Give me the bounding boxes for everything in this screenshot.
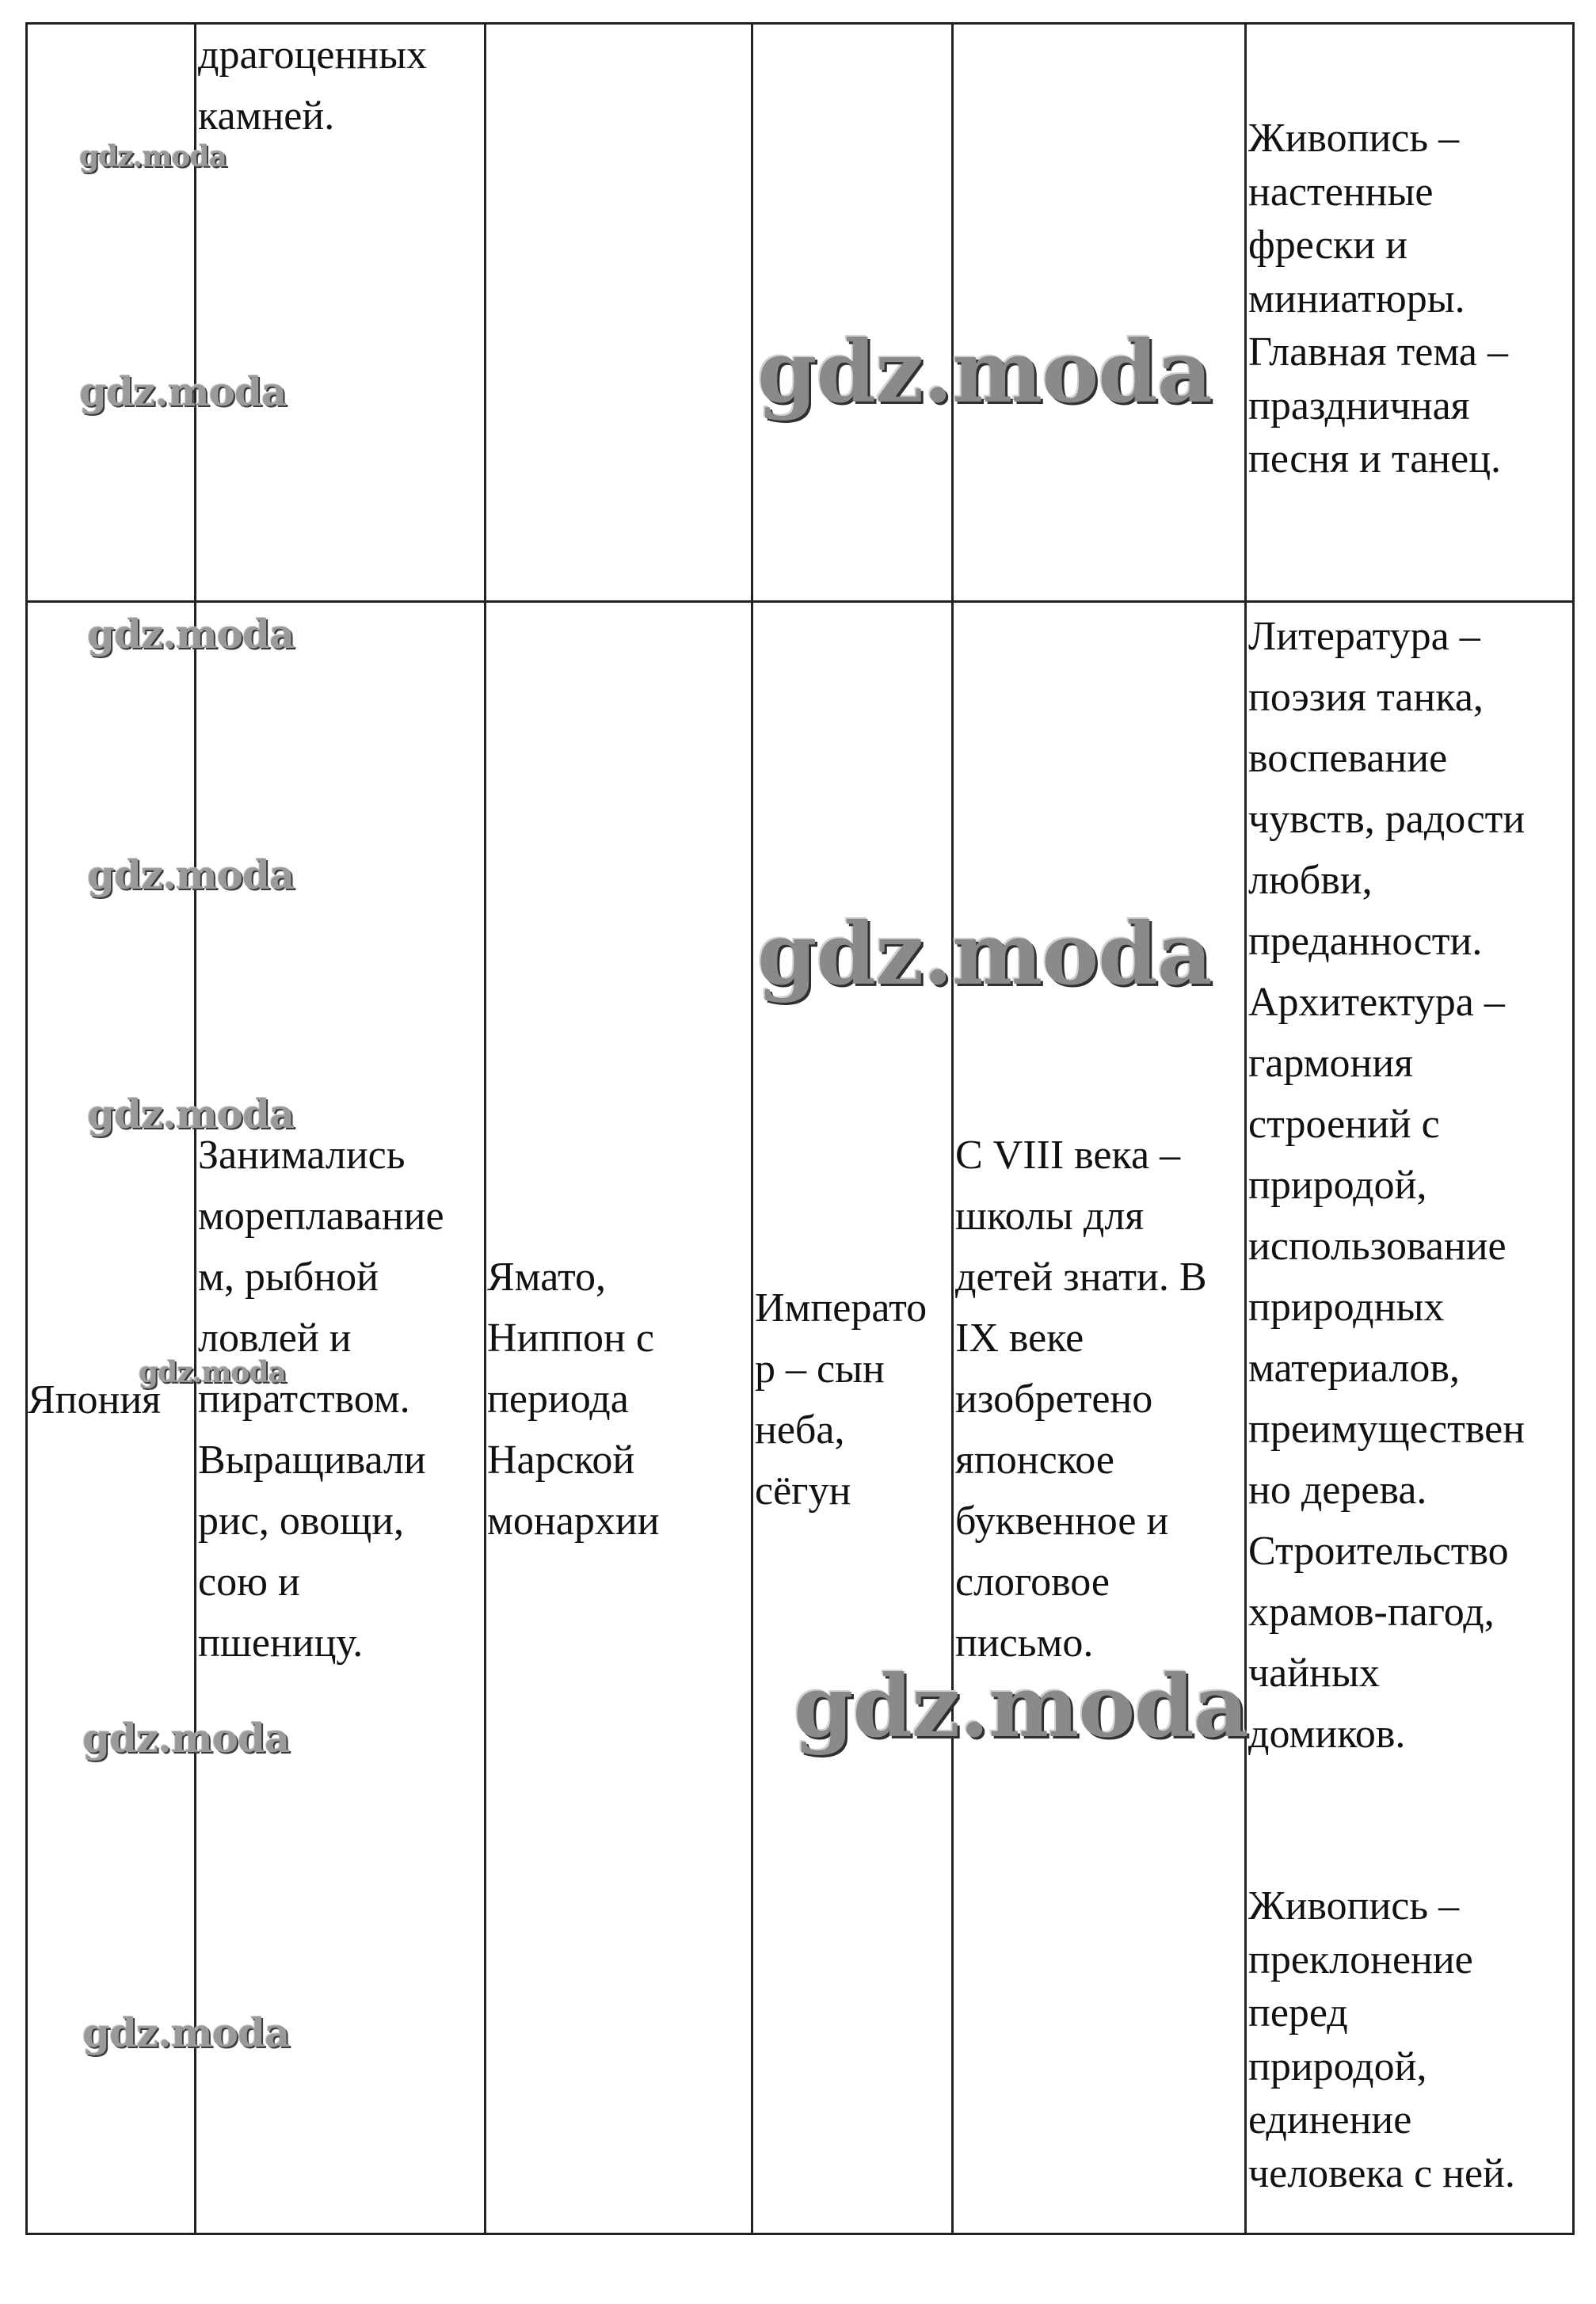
watermark-text: gdz.moda	[87, 611, 295, 657]
column-divider-2	[484, 22, 486, 2235]
row2-education-cell: С VIII века – школы для детей знати. В IX веке изобретено японское буквенное и слоговое письмо.	[955, 1133, 1207, 1666]
watermark-text: gdz.moda	[79, 140, 227, 173]
row2-name-cell: Ямато, Ниппон с периода Нарской монархии	[487, 1255, 660, 1544]
watermark-text: gdz.moda	[757, 904, 1212, 1004]
table-border-right	[1572, 22, 1575, 2235]
table-border-left	[25, 22, 28, 2235]
row2-economy-cell: Занимались мореплавание м, рыбной ловлей и пиратством. Выращивали рис, овощи, сою и пшеницу.	[198, 1133, 444, 1666]
row2-culture-top-cell: Литература – поэзия танка, воспевание чувств, радости любви, преданности. Архитектура – гармония строений с природой, использование природных материалов, преимуществен но дерева. Строительство храмов-пагод, чайных домиков.	[1248, 614, 1526, 1757]
watermark-text: gdz.moda	[79, 368, 287, 415]
row2-culture-bottom-cell: Живопись – преклонение перед природой, единение человека с ней.	[1248, 1883, 1515, 2196]
row1-culture-cell: Живопись – настенные фрески и миниатюры. Главная тема – праздничная песня и танец.	[1248, 116, 1508, 482]
watermark-text: gdz.moda	[82, 2009, 290, 2056]
row2-power-cell: Императо р – сын неба, сёгун	[755, 1285, 928, 1514]
column-divider-3	[751, 22, 753, 2235]
watermark-text: gdz.moda	[87, 851, 295, 898]
row-divider	[25, 600, 1575, 603]
watermark-text: gdz.moda	[794, 1657, 1248, 1757]
table-border-bottom	[25, 2233, 1575, 2235]
watermark-text: gdz.moda	[82, 1715, 290, 1761]
row1-economy-cell: драгоценных камней.	[198, 32, 428, 139]
watermark-text: gdz.moda	[139, 1356, 286, 1389]
row2-country-cell: Япония	[28, 1377, 162, 1422]
watermark-text: gdz.moda	[87, 1091, 295, 1137]
column-divider-5	[1244, 22, 1247, 2235]
watermark-text: gdz.moda	[757, 322, 1212, 422]
